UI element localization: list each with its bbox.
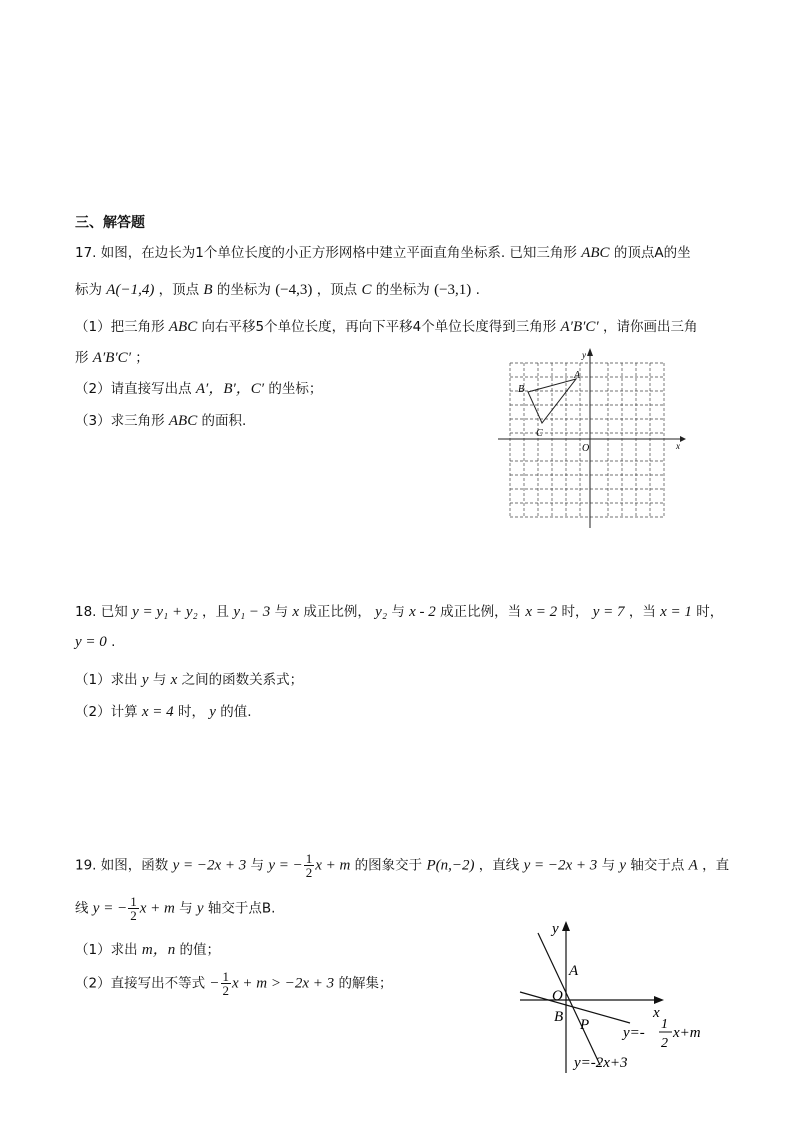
q19-part2 <box>75 970 392 997</box>
q19-text: （1）求出 <box>75 942 138 958</box>
q18-eq: y₁ − 3 <box>233 604 271 620</box>
frac-den: 2 <box>222 983 230 998</box>
q19-line-figure <box>510 915 720 1075</box>
q17-prime-points: A′，B′，C′ <box>195 381 265 397</box>
q19-eq: y = −2x + 3 <box>172 857 247 874</box>
q18-text: 与 <box>152 672 167 688</box>
x-label: x <box>653 1005 660 1021</box>
q18-text: 时， <box>177 704 205 720</box>
section-title: 三、解答题 <box>75 215 145 231</box>
q17-prime: A′B′C′ <box>92 350 131 366</box>
q18-part2 <box>75 700 252 721</box>
q17-b: B <box>203 282 213 298</box>
label-c: C <box>536 428 543 439</box>
q18-eq: x = 4 <box>141 704 174 720</box>
q19-line2 <box>75 895 275 922</box>
q17-abc: ABC <box>581 245 610 261</box>
grid-lines <box>510 363 664 517</box>
q19-text: 轴交于点B. <box>207 900 276 917</box>
q17-prime: A′B′C′ <box>560 319 599 335</box>
q18-text: （2）计算 <box>75 704 138 720</box>
q18-line1 <box>75 600 723 621</box>
frac-num: 1 <box>305 851 313 866</box>
q18-eq: y = 0 <box>75 634 107 650</box>
q18-text: 成正比例，当 <box>440 604 522 620</box>
q18-text: 成正比例， <box>303 604 371 620</box>
q18-line2 <box>75 634 115 651</box>
q18-text: 18. 已知 <box>75 604 128 620</box>
frac-num: 1 <box>222 969 230 984</box>
q19-eq: − <box>209 975 220 992</box>
q17-part1 <box>75 315 698 336</box>
q17-part1-cont <box>75 346 149 367</box>
q19-fraction <box>304 852 315 879</box>
y-label: y <box>552 921 559 937</box>
q17-c: C <box>361 282 372 298</box>
q17-point-a: A(−1,4) <box>106 282 155 298</box>
q18-y: y <box>141 672 149 688</box>
q17-grid-figure <box>490 348 690 533</box>
q19-a: A <box>688 857 698 874</box>
q19-text: （2）直接写出不等式 <box>75 975 206 992</box>
line-y-neg2x-plus3 <box>538 933 600 1065</box>
label-a: A <box>569 963 579 979</box>
q18-x: x <box>170 672 178 688</box>
q17-text: 形 <box>75 350 89 366</box>
q19-text: 19. 如图，函数 <box>75 857 169 874</box>
q19-fraction <box>128 895 139 922</box>
q18-text: 的值. <box>220 704 252 720</box>
q19-text: 与 <box>601 857 616 874</box>
q19-text: 线 <box>75 900 89 917</box>
q18-eq: x = 1 <box>660 604 692 620</box>
label-p: P <box>580 1017 590 1033</box>
q18-text: 与 <box>391 604 405 620</box>
label-b: B <box>518 384 525 395</box>
label-a: A <box>574 370 581 381</box>
y-axis-arrow <box>587 348 593 356</box>
q17-coord-b: (−4,3) <box>275 282 313 298</box>
q19-y: y <box>196 900 204 917</box>
q19-eq: y = − <box>92 900 128 917</box>
q18-text: . <box>111 634 116 650</box>
q18-part1 <box>75 668 303 689</box>
q18-text: ，当 <box>628 604 656 620</box>
q18-text: （1）求出 <box>75 672 138 688</box>
origin-label: O <box>582 443 590 454</box>
q17-text: 17. 如图，在边长为1个单位长度的小正方形网格中建立平面直角坐标系. 已知三角形 <box>75 245 577 261</box>
q17-text: 的坐标； <box>268 381 323 397</box>
q19-fraction <box>221 970 232 997</box>
q17-text: （1）把三角形 <box>75 319 165 335</box>
q17-text: . <box>475 282 480 298</box>
q18-eq: y = y₁ + y₂ <box>132 604 198 620</box>
frac-den: 2 <box>305 865 313 880</box>
q17-text: 的面积. <box>201 413 247 429</box>
x-axis-arrow <box>680 436 686 442</box>
q19-part1 <box>75 938 220 959</box>
line1-label-a: y=- <box>623 1025 645 1041</box>
q19-text: 的图象交于 <box>354 857 423 874</box>
q19-text: 与 <box>179 900 193 917</box>
label-b: B <box>554 1009 564 1025</box>
q19-text: 的值； <box>179 942 221 958</box>
line1-frac-num: 1 <box>661 1017 668 1032</box>
q19-eq: x + m > −2x + 3 <box>232 975 335 992</box>
y-label: y <box>582 350 586 360</box>
q17-text: 的坐标为 <box>216 282 271 298</box>
q18-text: 之间的函数关系式； <box>181 672 304 688</box>
line1-label-b: x+m <box>673 1025 701 1041</box>
x-label: x <box>676 441 680 451</box>
q19-eq: x + m <box>315 857 351 874</box>
q17-abc: ABC <box>168 413 198 429</box>
q18-y: y <box>209 704 216 720</box>
frac-den: 2 <box>130 908 137 923</box>
q18-text: 时， <box>561 604 589 620</box>
line-y-neg-half-x-plus-m <box>520 992 630 1023</box>
x-axis-arrow <box>654 996 664 1004</box>
line2-label: y=-2x+3 <box>574 1055 628 1071</box>
q18-eq: y = 7 <box>592 604 625 620</box>
q19-text: 与 <box>250 857 265 874</box>
q19-eq: y = − <box>268 857 303 874</box>
q17-text: 的坐标为 <box>375 282 430 298</box>
q17-coord-c: (−3,1) <box>434 282 472 298</box>
q18-text: 时， <box>696 604 724 620</box>
q17-text: ，顶点 <box>158 282 200 298</box>
q18-y2: y₂ <box>375 604 388 620</box>
q19-eq: y = −2x + 3 <box>523 857 598 874</box>
q17-text: ，请你画出三角 <box>603 319 698 335</box>
q18-eq: x - 2 <box>409 604 436 620</box>
q17-text: ，顶点 <box>316 282 358 298</box>
q17-text: 向右平移5个单位长度，再向下平移4个单位长度得到三角形 <box>201 319 557 335</box>
q17-text: （3）求三角形 <box>75 413 165 429</box>
q17-part3 <box>75 409 246 430</box>
q17-part2 <box>75 377 322 398</box>
label-o: O <box>552 988 563 1004</box>
q19-text: ，直线 <box>478 857 520 874</box>
q18-text: ，且 <box>202 604 230 620</box>
q19-point-p: P(n,−2) <box>426 857 475 874</box>
q19-mn: m，n <box>141 942 176 958</box>
q19-text: ，直 <box>702 857 730 874</box>
q17-line2 <box>75 278 480 299</box>
line1-frac-den: 2 <box>661 1036 668 1051</box>
q17-text: （2）请直接写出点 <box>75 381 192 397</box>
q19-eq: x + m <box>139 900 175 917</box>
q17-text: 标为 <box>75 282 102 298</box>
q17-abc: ABC <box>168 319 198 335</box>
q17-line1 <box>75 241 691 262</box>
q19-y: y <box>619 857 627 874</box>
q17-text: ； <box>135 350 149 366</box>
frac-num: 1 <box>130 894 137 909</box>
q18-x: x <box>292 604 300 620</box>
q18-eq: x = 2 <box>525 604 558 620</box>
q18-text: 与 <box>274 604 289 620</box>
y-axis-arrow <box>562 921 570 931</box>
q19-line1 <box>75 852 729 879</box>
q19-text: 轴交于点 <box>630 857 685 874</box>
q17-text: 的顶点A的坐 <box>613 245 691 261</box>
q19-text: 的解集； <box>338 975 393 992</box>
